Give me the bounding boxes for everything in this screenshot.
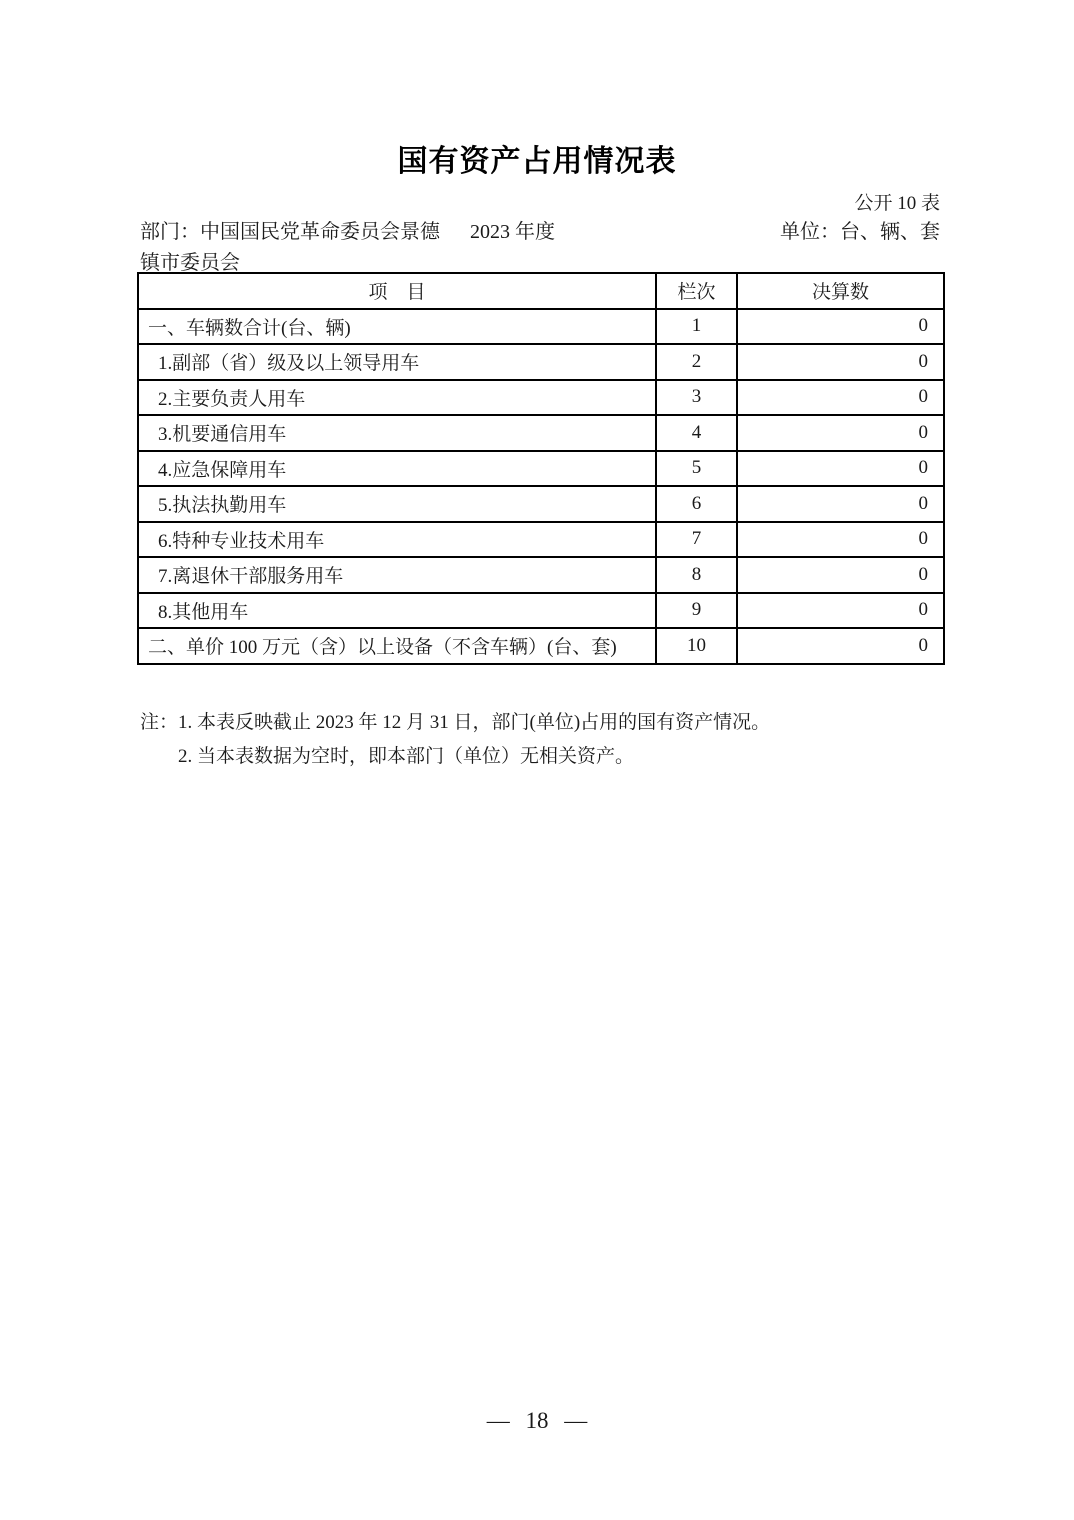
value-cell: 0 xyxy=(737,380,944,416)
item-cell: 7.离退休干部服务用车 xyxy=(138,557,656,593)
column-number-cell: 5 xyxy=(656,451,737,487)
item-cell: 一、车辆数合计(台、辆) xyxy=(138,309,656,345)
value-cell: 0 xyxy=(737,451,944,487)
header-item: 项 目 xyxy=(138,273,656,309)
table-row xyxy=(138,522,944,558)
value-cell: 0 xyxy=(737,628,944,664)
header-value: 决算数 xyxy=(737,273,944,309)
column-number-cell: 7 xyxy=(656,522,737,558)
table-row xyxy=(138,380,944,416)
value-cell: 0 xyxy=(737,593,944,629)
asset-table xyxy=(137,272,945,665)
column-number-cell: 3 xyxy=(656,380,737,416)
table-header xyxy=(138,273,944,309)
meta-row xyxy=(140,217,940,273)
notes-prefix: 注： xyxy=(140,712,179,733)
item-cell: 2.主要负责人用车 xyxy=(138,380,656,416)
item-cell: 4.应急保障用车 xyxy=(138,451,656,487)
item-cell: 二、单价 100 万元（含）以上设备（不含车辆）(台、套) xyxy=(138,628,656,664)
table-row xyxy=(138,415,944,451)
table-row xyxy=(138,486,944,522)
table-row xyxy=(138,344,944,380)
table-row xyxy=(138,451,944,487)
note-item-1: 1. 本表反映截止 2023 年 12 月 31 日，部门(单位)占用的国有资产情况。 xyxy=(178,712,771,733)
header-row xyxy=(138,273,944,309)
table-row xyxy=(138,309,944,345)
value-cell: 0 xyxy=(737,344,944,380)
table-row xyxy=(138,628,944,664)
value-cell: 0 xyxy=(737,522,944,558)
department-line-1: 部门：中国国民党革命委员会景德 xyxy=(140,221,440,243)
public-table-label: 公开 10 表 xyxy=(854,193,940,214)
column-number-cell: 10 xyxy=(656,628,737,664)
value-cell: 0 xyxy=(737,415,944,451)
column-number-cell: 8 xyxy=(656,557,737,593)
column-number-cell: 1 xyxy=(656,309,737,345)
table-body xyxy=(138,309,944,664)
department-line-2: 镇市委员会 xyxy=(140,252,240,274)
value-cell: 0 xyxy=(737,309,944,345)
column-number-cell: 9 xyxy=(656,593,737,629)
item-cell: 5.执法执勤用车 xyxy=(138,486,656,522)
page-number: — 18 — xyxy=(486,1408,588,1433)
column-number-cell: 2 xyxy=(656,344,737,380)
department-name xyxy=(140,217,480,279)
fiscal-year: 2023 年度 xyxy=(470,221,555,243)
column-number-cell: 4 xyxy=(656,415,737,451)
page-title: 国有资产占用情况表 xyxy=(397,145,677,178)
item-cell: 6.特种专业技术用车 xyxy=(138,522,656,558)
table-row xyxy=(138,557,944,593)
table-row xyxy=(138,593,944,629)
unit-label: 单位：台、辆、套 xyxy=(780,221,940,243)
note-item-2: 2. 当本表数据为空时，即本部门（单位）无相关资产。 xyxy=(178,746,635,767)
item-cell: 3.机要通信用车 xyxy=(138,415,656,451)
column-number-cell: 6 xyxy=(656,486,737,522)
value-cell: 0 xyxy=(737,557,944,593)
item-cell: 8.其他用车 xyxy=(138,593,656,629)
notes xyxy=(140,706,964,774)
header-column: 栏次 xyxy=(656,273,737,309)
value-cell: 0 xyxy=(737,486,944,522)
notes-list xyxy=(178,706,770,774)
item-cell: 1.副部（省）级及以上领导用车 xyxy=(138,344,656,380)
